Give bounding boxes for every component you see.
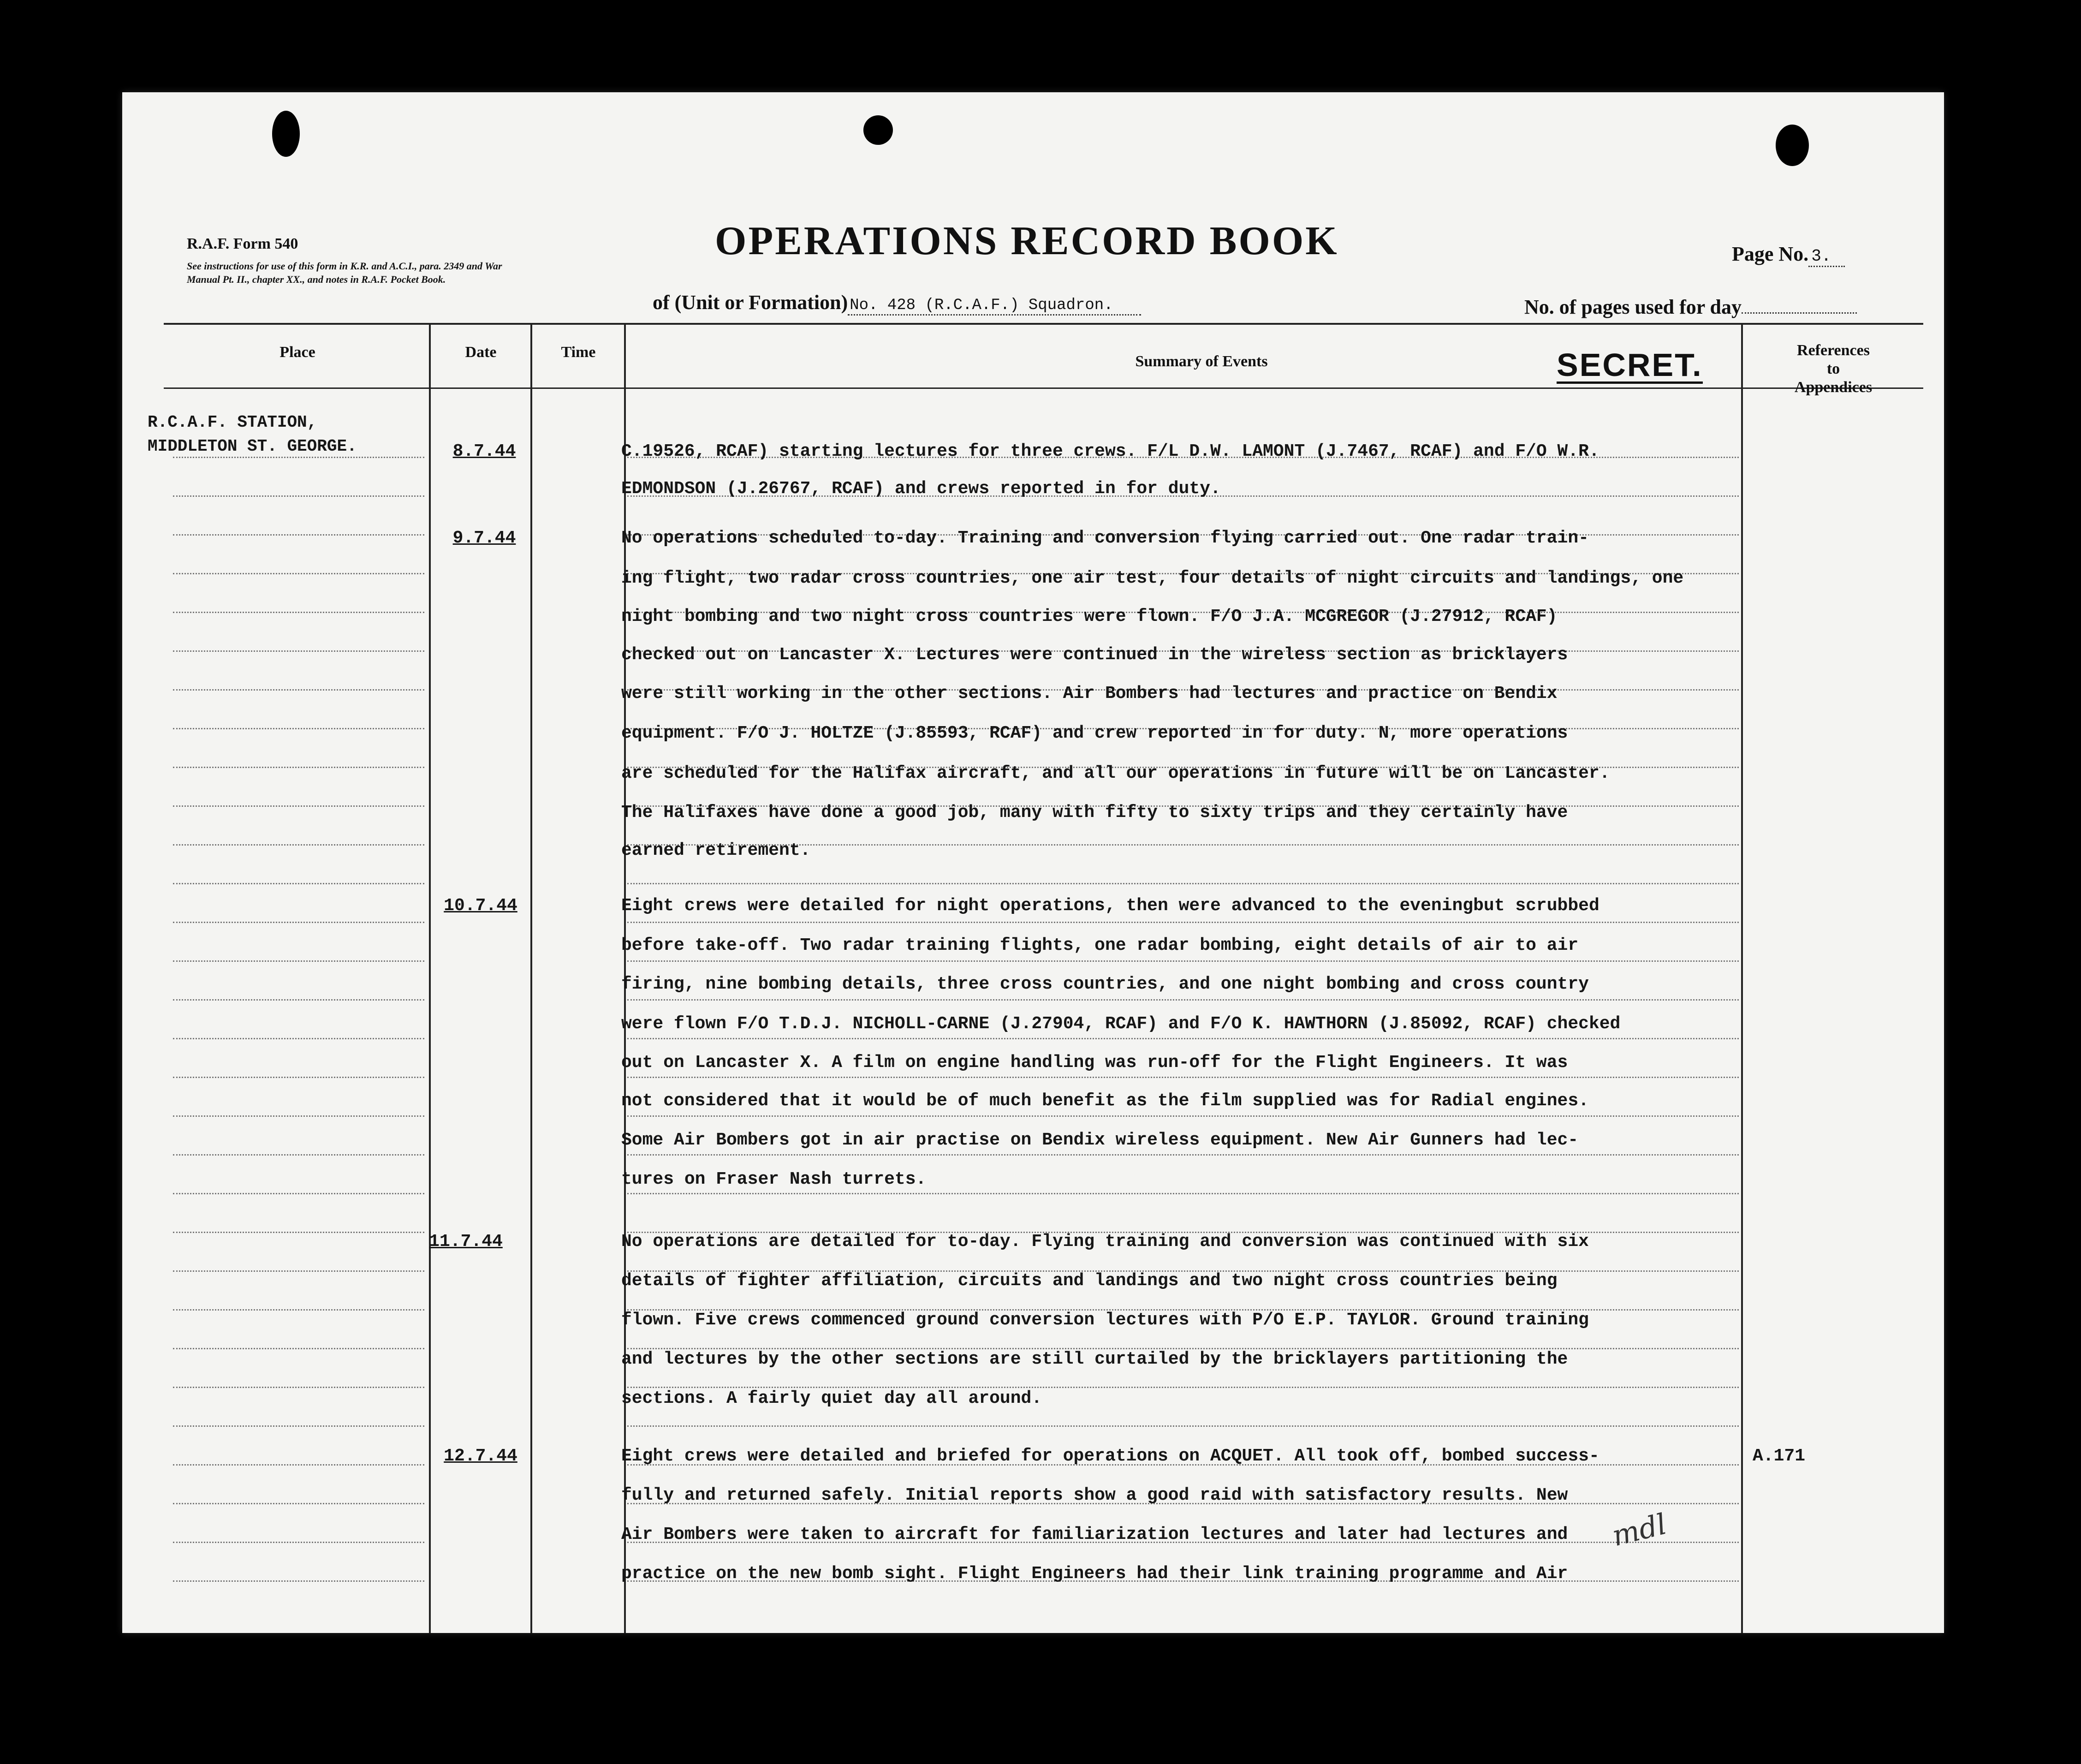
- ruled-line: [173, 612, 424, 613]
- summary-line: details of fighter affiliation, circuits and landings and two night cross countries being: [621, 1271, 1558, 1291]
- refs-line-1: References: [1797, 342, 1870, 359]
- summary-line: equipment. F/O J. HOLTZE (J.85593, RCAF) and crew reported in for duty. N, more operations: [621, 723, 1568, 743]
- summary-line: flown. Five crews commenced ground conversion lectures with P/O E.P. TAYLOR. Ground training: [621, 1310, 1589, 1330]
- summary-line: Eight crews were detailed and briefed for operations on ACQUET. All took off, bombed success-: [621, 1446, 1599, 1466]
- ruled-line: [173, 728, 424, 729]
- summary-line: firing, nine bombing details, three cross countries, and one night bombing and cross country: [621, 974, 1589, 994]
- pages-used-label: No. of pages used for day: [1524, 296, 1742, 318]
- ruled-line: [173, 495, 424, 497]
- ruled-line: [627, 1425, 1739, 1427]
- ruled-line: [173, 767, 424, 768]
- place-entry: [148, 411, 357, 459]
- ruled-line: [173, 650, 424, 652]
- ruled-line: [627, 1077, 1739, 1078]
- ruled-line: [173, 883, 424, 884]
- ruled-line: [173, 1038, 424, 1039]
- refs-line-3: Appendices: [1794, 379, 1873, 396]
- unit-value: No. 428 (R.C.A.F.) Squadron.: [848, 297, 1141, 316]
- column-header-refs: [1743, 341, 1923, 397]
- ruled-line: [173, 922, 424, 923]
- initials-signature: mdl: [1608, 1507, 1670, 1553]
- summary-line: fully and returned safely. Initial reports show a good raid with satisfactory results. New: [621, 1485, 1568, 1505]
- column-header-date: Date: [465, 344, 497, 361]
- summary-line: sections. A fairly quiet day all around.: [621, 1389, 1042, 1408]
- summary-line: and lectures by the other sections are still curtailed by the bricklayers partitioning the: [621, 1349, 1568, 1369]
- date-entry: 8.7.44: [452, 441, 516, 461]
- date-entry: 12.7.44: [444, 1446, 517, 1466]
- pages-used-blank: [1742, 298, 1857, 314]
- place-date-divider: [429, 323, 431, 1633]
- summary-line: practice on the new bomb sight. Flight Engineers had their link training programme and Air: [621, 1564, 1568, 1584]
- form-reference: [187, 235, 510, 286]
- summary-line: The Halifaxes have done a good job, many with fifty to sixty trips and they certainly have: [621, 803, 1568, 822]
- ruled-line: [627, 922, 1739, 923]
- ruled-line: [173, 844, 424, 846]
- ruled-line: [173, 1309, 424, 1311]
- ruled-line: [627, 1154, 1739, 1156]
- summary-line: night bombing and two night cross countries were flown. F/O J.A. MCGREGOR (J.27912, RCAF): [621, 607, 1558, 626]
- unit-field: [653, 291, 1141, 314]
- column-header-time: Time: [561, 344, 596, 361]
- ruled-line: [173, 1387, 424, 1388]
- ruled-line: [173, 689, 424, 691]
- ruled-line: [173, 534, 424, 536]
- date-time-divider: [530, 323, 532, 1633]
- summary-line: ing flight, two radar cross countries, one air test, four details of night circuits and landings, one: [621, 568, 1684, 588]
- column-header-summary: Summary of Events: [1135, 353, 1268, 370]
- ruled-line: [627, 1193, 1739, 1194]
- ruled-line: [173, 1425, 424, 1427]
- summary-line: earned retirement.: [621, 840, 811, 860]
- summary-line: checked out on Lancaster X. Lectures were continued in the wireless section as bricklayers: [621, 645, 1568, 665]
- summary-line: out on Lancaster X. A film on engine handling was run-off for the Flight Engineers. It was: [621, 1053, 1568, 1073]
- ruled-line: [627, 883, 1739, 884]
- refs-line-2: to: [1826, 360, 1840, 377]
- ruled-line: [627, 1038, 1739, 1039]
- appendix-reference: A.171: [1753, 1446, 1806, 1466]
- ruled-line: [173, 1503, 424, 1504]
- ruled-line: [173, 1154, 424, 1156]
- ruled-line: [173, 1580, 424, 1582]
- ruled-line: [173, 805, 424, 807]
- ruled-line: [173, 1348, 424, 1349]
- pages-used-field: [1524, 295, 1857, 319]
- ruled-line: [173, 1270, 424, 1272]
- form-number: R.A.F. Form 540: [187, 235, 298, 252]
- ruled-line: [627, 1387, 1739, 1388]
- record-sheet: [122, 92, 1944, 1633]
- punch-hole-center: [863, 115, 893, 145]
- ruled-line: [627, 960, 1739, 962]
- form-instructions: See instructions for use of this form in K.R. and A.C.I., para. 2349 and War Manual Pt. II., chapter XX., and notes in R.A.F. Pocket Book.: [187, 260, 502, 285]
- summary-line: EDMONDSON (J.26767, RCAF) and crews reported in for duty.: [621, 479, 1221, 499]
- ruled-line: [173, 1115, 424, 1117]
- place-line-1: R.C.A.F. STATION,: [148, 413, 317, 432]
- page-title: OPERATIONS RECORD BOOK: [715, 219, 1339, 263]
- page-number-field: [1732, 242, 1845, 266]
- summary-line: not considered that it would be of much benefit as the film supplied was for Radial engines.: [621, 1091, 1589, 1111]
- punch-hole-left: [272, 111, 300, 157]
- ruled-line: [173, 999, 424, 1001]
- date-entry: 10.7.44: [444, 896, 517, 916]
- summary-line: were still working in the other sections. Air Bombers had lectures and practice on Bendix: [621, 684, 1558, 703]
- summary-line: tures on Fraser Nash turrets.: [621, 1169, 927, 1189]
- ruled-line: [627, 999, 1739, 1001]
- punch-hole-right: [1776, 125, 1809, 166]
- date-entry: 9.7.44: [452, 528, 516, 548]
- header-bottom-rule: [164, 387, 1923, 389]
- unit-label: of (Unit or Formation): [653, 291, 848, 314]
- ruled-line: [627, 1115, 1739, 1117]
- ruled-line: [173, 1542, 424, 1543]
- ruled-line: [173, 960, 424, 962]
- date-entry: 11.7.44: [429, 1232, 503, 1251]
- summary-line: were flown F/O T.D.J. NICHOLL-CARNE (J.27904, RCAF) and F/O K. HAWTHORN (J.85092, RCAF) checked: [621, 1014, 1621, 1034]
- table-top-rule: [164, 323, 1923, 325]
- secret-stamp: SECRET.: [1557, 347, 1703, 383]
- summary-line: Eight crews were detailed for night operations, then were advanced to the eveningbut scrubbed: [621, 896, 1599, 916]
- ruled-line: [173, 1193, 424, 1194]
- summary-line: Air Bombers were taken to aircraft for familiarization lectures and later had lectures and: [621, 1525, 1568, 1544]
- ruled-line: [173, 1077, 424, 1078]
- place-line-2: MIDDLETON ST. GEORGE.: [148, 437, 357, 456]
- column-header-place: Place: [279, 344, 315, 361]
- summary-line: Some Air Bombers got in air practise on Bendix wireless equipment. New Air Gunners had lec-: [621, 1130, 1579, 1150]
- ruled-line: [173, 1232, 424, 1233]
- ruled-line: [173, 1464, 424, 1466]
- summary-line: before take-off. Two radar training flights, one radar bombing, eight details of air to air: [621, 936, 1579, 955]
- summary-refs-divider: [1741, 323, 1743, 1633]
- summary-line: No operations are detailed for to-day. Flying training and conversion was continued with six: [621, 1232, 1589, 1251]
- summary-line: No operations scheduled to-day. Training and conversion flying carried out. One radar train-: [621, 528, 1589, 548]
- page-number-value: 3.: [1808, 247, 1845, 267]
- summary-line: C.19526, RCAF) starting lectures for three crews. F/L D.W. LAMONT (J.7467, RCAF) and F/O W.R.: [621, 441, 1599, 461]
- page-number-label: Page No.: [1732, 243, 1809, 265]
- ruled-line: [173, 573, 424, 574]
- summary-line: are scheduled for the Halifax aircraft, and all our operations in future will be on Lancaster.: [621, 763, 1610, 783]
